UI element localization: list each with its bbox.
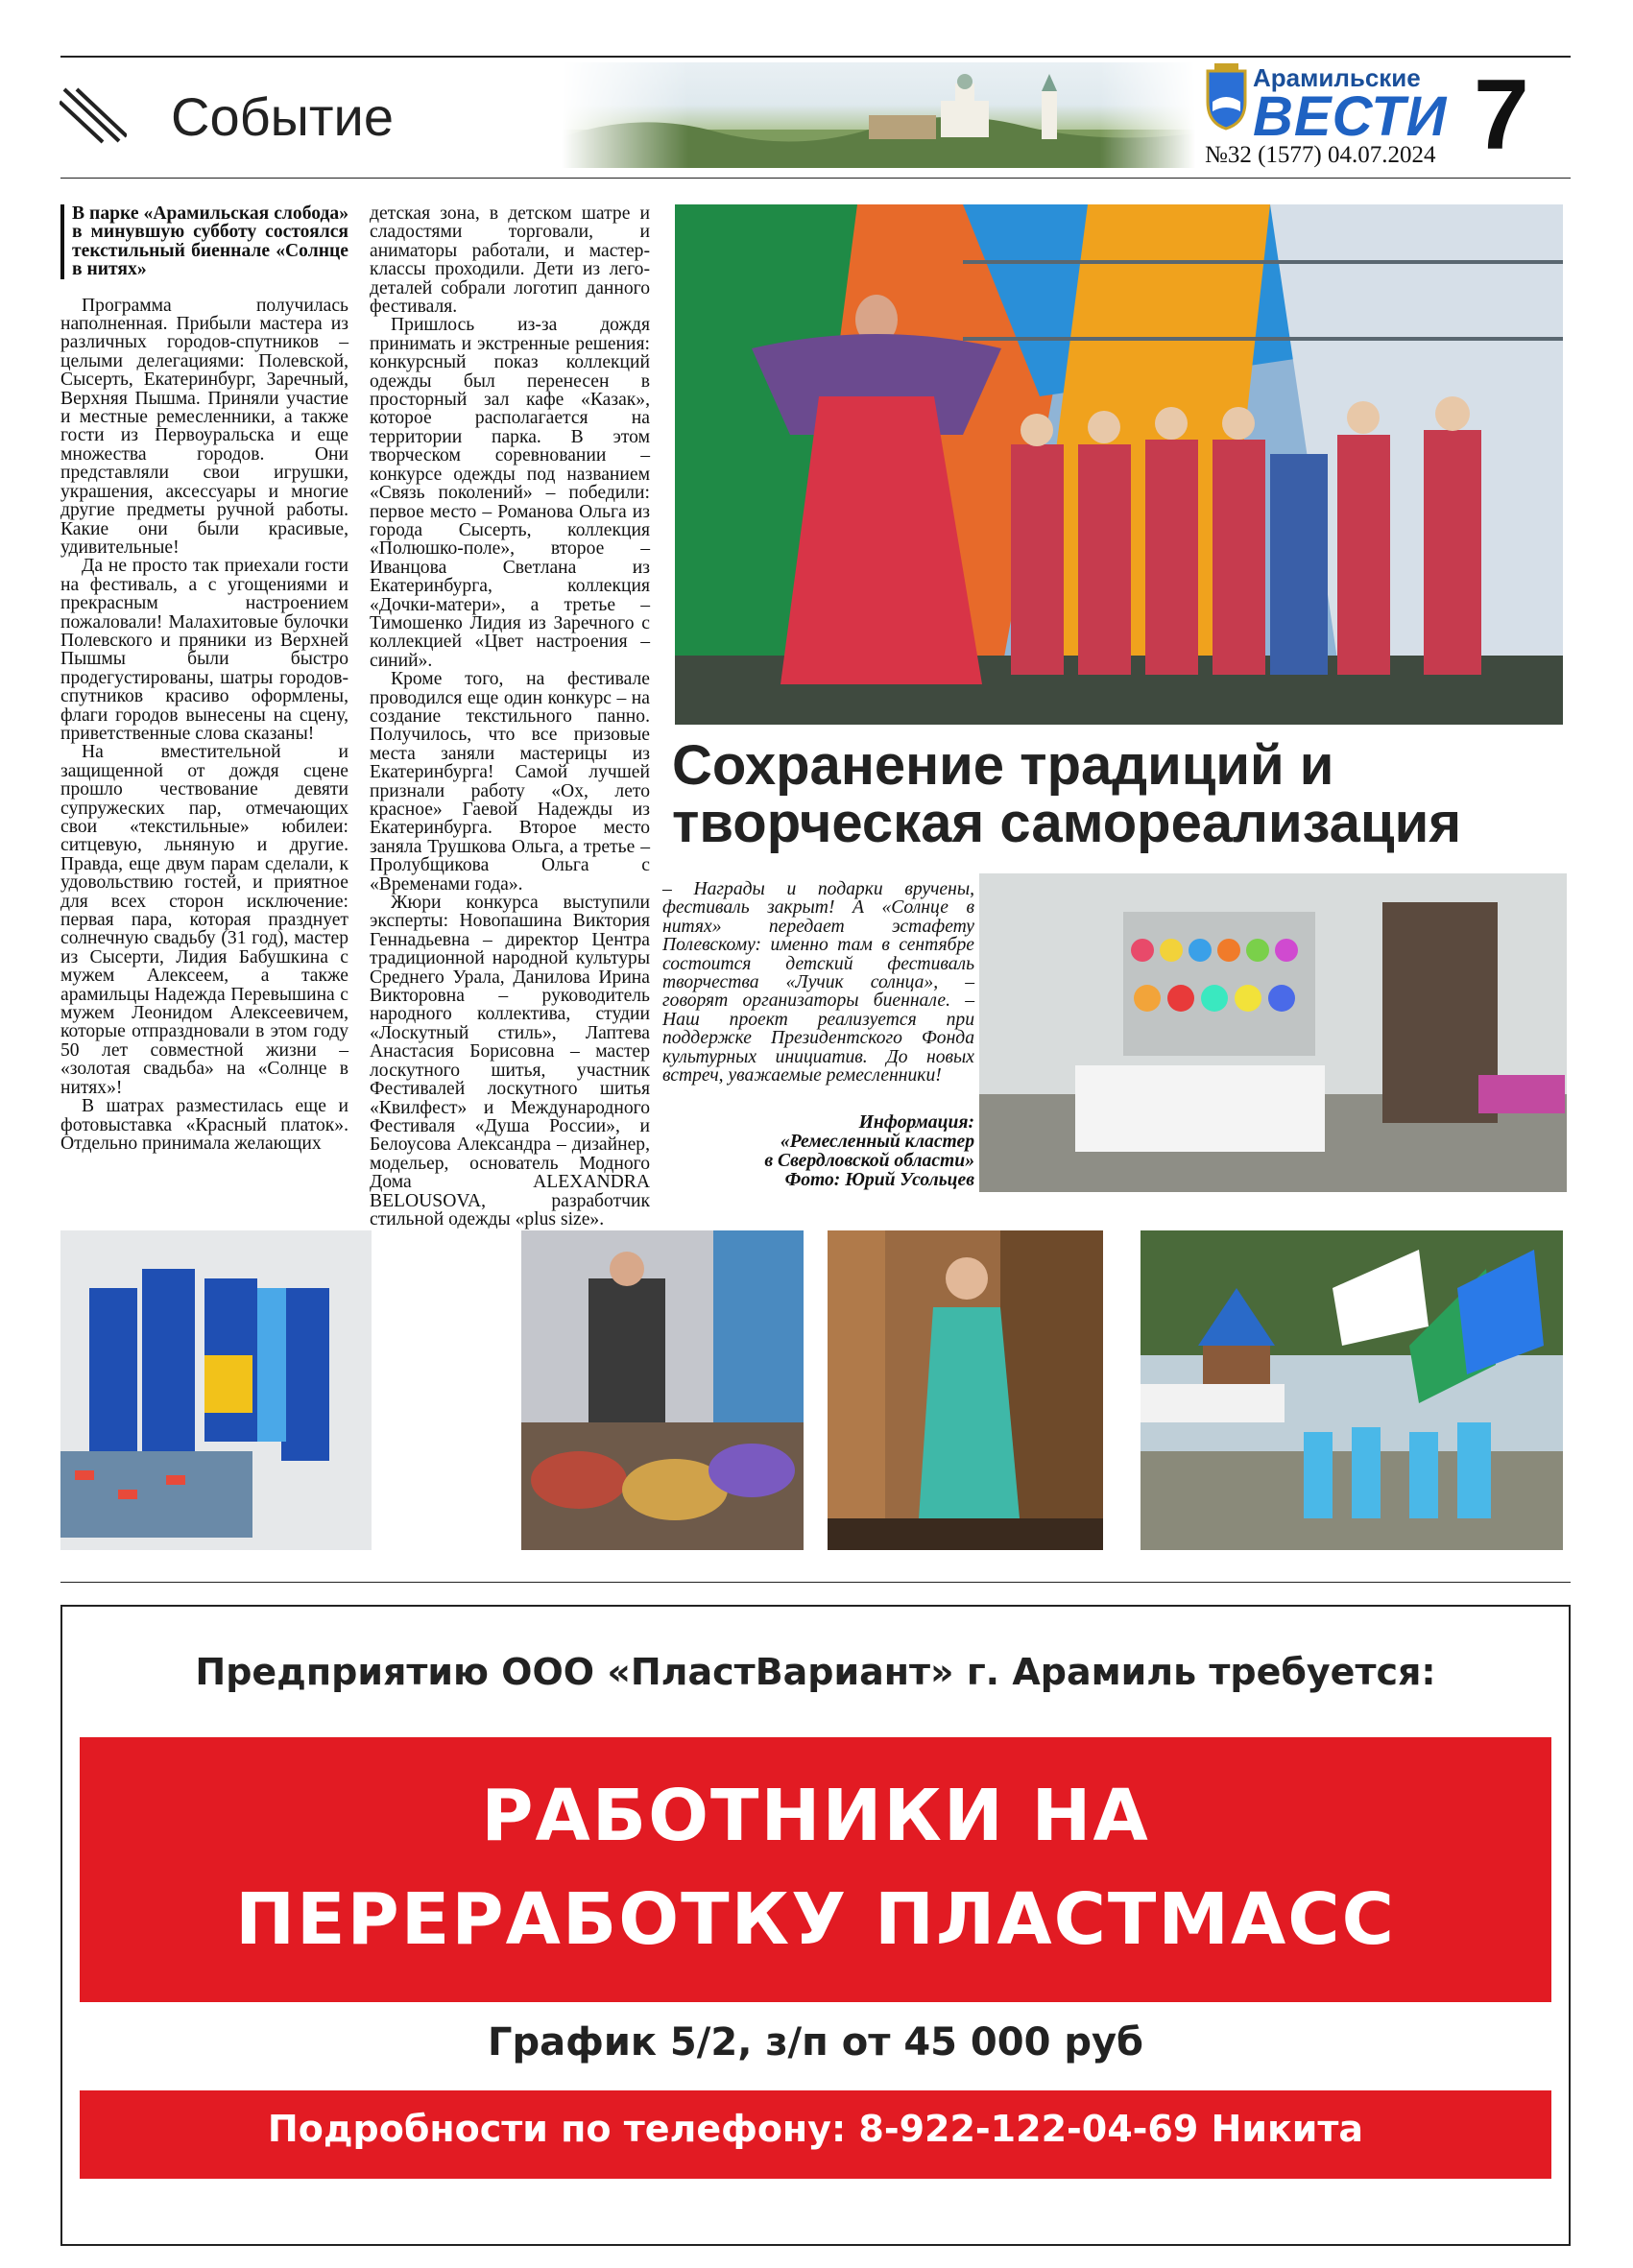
ad-separator-rule bbox=[60, 1582, 1571, 1583]
header-rule bbox=[60, 178, 1571, 179]
photo-credit bbox=[662, 1113, 974, 1190]
article-headline: Сохранение традиций и творческая самореализация bbox=[672, 734, 1462, 854]
ad-headline-line: РАБОТНИКИ НА bbox=[481, 1775, 1150, 1857]
header-banner-photo bbox=[562, 62, 1195, 168]
craft-stall-photo bbox=[979, 873, 1567, 1192]
article-column-1 bbox=[60, 204, 348, 1153]
article-paragraph: Кроме того, на фестивале проводился еще один конкурс – на создание текстильного панно. Получилось, что все призовые места заняли мастерицы из Екатеринбурга! Самой лучшей признали работу «Ох, лето красное» Гаевой Надежды из Екатеринбурга. Второе место заняла Трушкова Ольга, а третье – Пролубщикова Ольга с «Временами года». bbox=[370, 669, 650, 895]
textile-vendor-photo bbox=[521, 1230, 804, 1550]
ad-title: Предприятию ООО «ПластВариант» г. Арамиль требуется: bbox=[195, 1651, 1436, 1693]
credit-line: в Свердловской области» bbox=[764, 1151, 974, 1171]
top-rule bbox=[60, 56, 1571, 58]
fashion-model-photo bbox=[828, 1230, 1103, 1550]
logo-top-text: Арамильские bbox=[1253, 63, 1421, 92]
credit-line: Фото: Юрий Усольцев bbox=[784, 1170, 974, 1190]
article-lead: В парке «Арамильская слобода» в минувшую субботу состоялся текстильный биеннале «Солнце в нитях» bbox=[60, 204, 348, 279]
newspaper-logo bbox=[1205, 63, 1248, 131]
flags-parade-photo bbox=[1141, 1230, 1563, 1550]
credit-line: Информация: bbox=[858, 1112, 974, 1133]
stage-performance-photo bbox=[675, 204, 1563, 725]
ad-headline-line: ПЕРЕРАБОТКУ ПЛАСТМАСС bbox=[235, 1878, 1396, 1961]
logo-main-text: ВЕСТИ bbox=[1253, 85, 1448, 148]
section-slash-icon bbox=[60, 86, 127, 144]
article-paragraph: Программа получилась наполненная. Прибыли мастера из различных городов-спутников – целыми делегациями: Полевской, Сысерть, Екатеринбург, Заречный, Верхняя Пышма. Приняли участие и местные ремесленники, а также гости из Первоуральска и еще множества городов. Они представляли свои игрушки, украшения, аксессуары и многие другие предметы ручной работы. Какие они были красивые, удивительные! bbox=[60, 295, 348, 558]
ad-phone: Подробности по телефону: 8-922-122-04-69 Никита bbox=[267, 2108, 1364, 2150]
section-title: Событие bbox=[171, 86, 394, 147]
issue-info: №32 (1577) 04.07.2024 bbox=[1205, 142, 1436, 168]
ad-schedule: График 5/2, з/п от 45 000 руб bbox=[488, 2020, 1143, 2065]
page-number: 7 bbox=[1474, 60, 1529, 171]
credit-line: «Ремесленный кластер bbox=[780, 1132, 974, 1152]
closing-quote: – Награды и подарки вручены, фестиваль закрыт! А «Солнце в нитях» передает эстафету Полевскому: именно там в сентябре состоится детский фестиваль творчества «Лучик солнца», – говорят организаторы биеннале. – Наш проект реализуется при поддержке Президентского Фонда культурных инициатив. До новых встреч, уважаемые ремесленники! bbox=[662, 879, 974, 1086]
volunteers-photo bbox=[60, 1230, 372, 1550]
article-paragraph: В шатрах разместилась еще и фотовыставка «Красный платок». Отдельно принимала желающих bbox=[60, 1096, 348, 1154]
article-paragraph: Пришлось из-за дождя принимать и экстренные решения: конкурсный показ коллекций одежды был перенесен в просторный зал кафе «Казак», которое располагается на территории парка. В этом творческом соревновании – конкурсе одежды под названием «Связь поколений» – победили: первое место – Романова Ольга из города Сысерть, коллекция «Полюшко-поле», второе – Иванцова Светлана из Екатеринбурга, коллекция «Дочки-матери», а третье –Тимошенко Лидия из Заречного с коллекцией «Цвет настроения – синий». bbox=[370, 315, 650, 671]
coat-of-arms-icon bbox=[1205, 63, 1248, 131]
article-paragraph: детская зона, в детском шатре и сладостями торговали, и аниматоры работали, и мастер-классы проходили. Дети из лего-деталей собрали логотип данного фестиваля. bbox=[370, 203, 650, 318]
ad-headline bbox=[80, 1764, 1551, 1971]
article-column-2 bbox=[370, 204, 650, 1229]
article-paragraph: Жюри конкурса выступили эксперты: Новопашина Виктория Геннадьевна – директор Центра традиционной народной культуры Среднего Урала, Данилова Ирина Викторовна – руководитель народного коллектива, студии «Лоскутный стиль», Лаптева Анастасия Борисовна – мастер лоскутного шитья, участник Фестивалей лоскутного шитья «Квилфест» и Международного Фестиваля «Душа России», и Белоусова Александра – дизайнер, модельер, основатель Модного Дома ALEXANDRA BELOUSOVA, разработчик стильной одежды «plus size». bbox=[370, 893, 650, 1229]
article-paragraph: Да не просто так приехали гости на фестиваль, а с угощениями и прекрасным настроением пожаловали! Малахитовые булочки Полевского и пряники из Верхней Пышмы были быстро продегустированы, шатры городов-спутников красиво оформлены, флаги городов вынесены на сцену, приветственные слова сказаны! bbox=[60, 556, 348, 744]
article-paragraph: На вместительной и защищенной от дождя сцене прошло чествование девяти супружеских пар, отмечающих свои «текстильные» юбилеи: ситцевую, льняную и другие. Правда, еще двум парам сделали, к удовольствию гостей, и приятное для всех сторон исключение: первая пара, которая празднует солнечную свадьбу (31 год), мастер из Сысерти, Лидия Бабушкина с мужем Алексеем, а также арамильцы Надежда Перевышина с мужем Леонидом Алексеевичем, которые отпраздновали в этом году 50 лет совместной жизни – «золотая свадьба» на «Солнце в нитях»! bbox=[60, 742, 348, 1098]
